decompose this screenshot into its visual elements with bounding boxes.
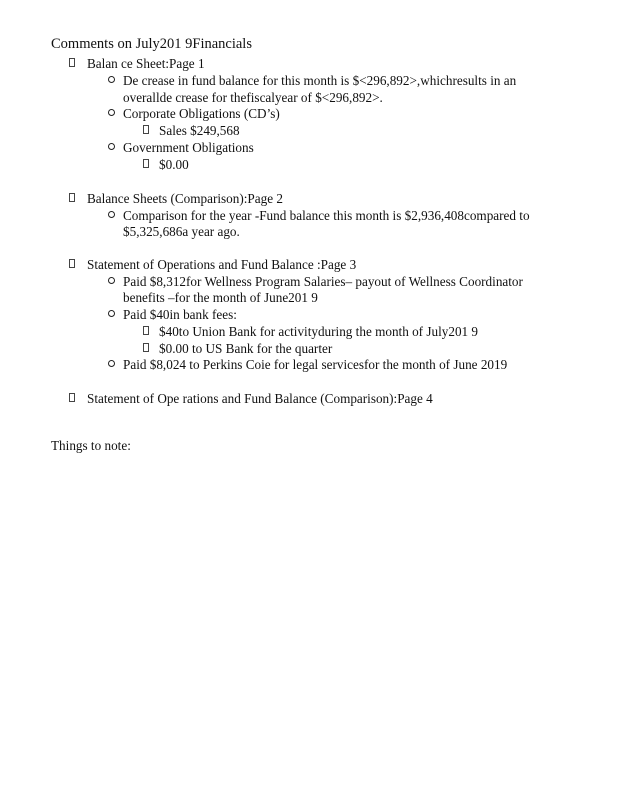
- subitem-bullet: [143, 340, 149, 357]
- section-heading: Statement of Ope rations and Fund Balance (Comparison):Page 4: [87, 391, 433, 406]
- section-bullet: [69, 55, 75, 72]
- item-bullet: [108, 273, 115, 290]
- item-text: Comparison for the year -Fund balance this month is $2,936,408compared to: [123, 208, 530, 223]
- subitem-bullet: [143, 323, 149, 340]
- item-text: overallde crease for thefiscalyear of $<296,892>.: [123, 90, 383, 105]
- subitem-bullet: [143, 122, 149, 139]
- section-heading: Balan ce Sheet:Page 1: [87, 56, 205, 71]
- subitem-text: $0.00: [159, 157, 189, 172]
- subitem-text: $0.00 to US Bank for the quarter: [159, 341, 333, 356]
- document-title: Comments on July201 9Financials: [51, 36, 252, 52]
- item-bullet: [108, 139, 115, 156]
- item-bullet: [108, 356, 115, 373]
- item-text: benefits –for the month of June201 9: [123, 290, 318, 305]
- item-text: Paid $40in bank fees:: [123, 307, 237, 322]
- subitem-text: Sales $249,568: [159, 123, 240, 138]
- item-text: Paid $8,312for Wellness Program Salaries– payout of Wellness Coordinator: [123, 274, 523, 289]
- item-text: Government Obligations: [123, 140, 254, 155]
- item-bullet: [108, 306, 115, 323]
- item-text: De crease in fund balance for this month is $<296,892>,whichresults in an: [123, 73, 517, 88]
- item-bullet: [108, 105, 115, 122]
- section-heading: Balance Sheets (Comparison):Page 2: [87, 191, 283, 206]
- section-bullet: [69, 256, 75, 273]
- item-bullet: [108, 207, 115, 224]
- section-bullet: [69, 190, 75, 207]
- item-bullet: [108, 72, 115, 89]
- item-text: $5,325,686a year ago.: [123, 224, 240, 239]
- item-text: Paid $8,024 to Perkins Coie for legal servicesfor the month of June 2019: [123, 357, 508, 372]
- section-bullet: [69, 390, 75, 407]
- item-text: Corporate Obligations (CD’s): [123, 106, 280, 121]
- section-heading: Statement of Operations and Fund Balance :Page 3: [87, 257, 357, 272]
- subitem-text: $40to Union Bank for activityduring the month of July201 9: [159, 324, 479, 339]
- subitem-bullet: [143, 156, 149, 173]
- things-to-note: Things to note:: [51, 438, 131, 453]
